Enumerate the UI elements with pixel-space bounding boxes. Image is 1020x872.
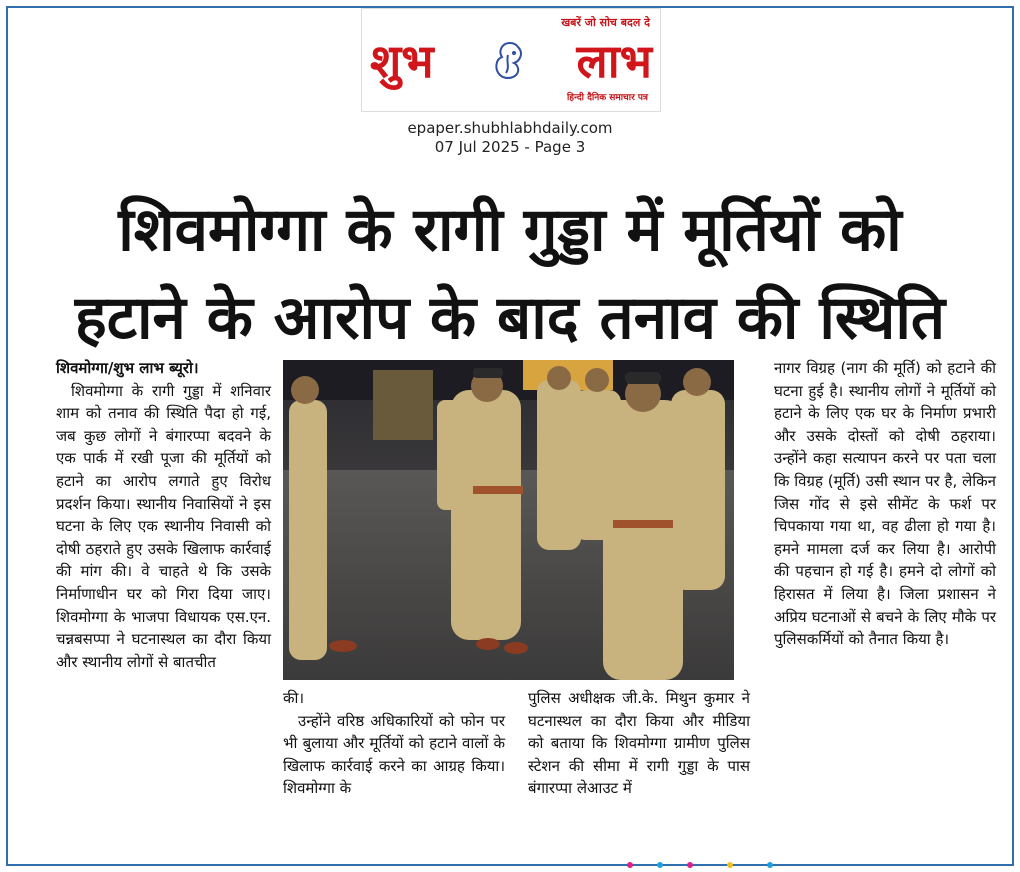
column-2-continuation: की। xyxy=(283,689,305,707)
column-1-text: शिवमोग्गा के रागी गुड्डा में शनिवार शाम को तनाव की स्थिति पैदा हो गई, जब कुछ लोगों ने बंगारप्पा बदवने के एक पार्क में रखी पूजा की मूर्तियों को हटाने का आरोप लगाते हुए विरोध प्रदर्शन किया। स्थानीय निवासियों ने इस घटना के लिए एक स्थानीय निवासी को दोषी ठहराते हुए उसके खिलाफ कार्रवाई की मांग की। वे चाहते थे कि उसके निर्माणाधीन घर को गिरा दिया जाए। शिवमोग्गा के भाजपा विधायक एस.एन. चन्नबसप्पा ने घटनास्थल का दौरा किया और स्थानीय लोगों से बातचीत xyxy=(56,381,271,671)
logo-word-left: शुभ xyxy=(370,34,434,88)
article-column-1 xyxy=(56,357,271,673)
masthead-logo xyxy=(361,8,661,112)
byline: शिवमोग्गा/शुभ लाभ ब्यूरो। xyxy=(56,359,199,377)
police-photo-illustration xyxy=(283,360,734,680)
masthead-tagline: खबरें जो सोच बदल दे xyxy=(561,16,650,29)
headline-line-2: हटाने के आरोप के बाद तनाव की स्थिति xyxy=(74,283,946,353)
ganesha-icon xyxy=(490,39,530,83)
article-column-4 xyxy=(774,357,996,651)
page-info: 07 Jul 2025 - Page 3 xyxy=(434,138,586,156)
headline-line-1: शिवमोग्गा के रागी गुड्डा में मूर्तियों को xyxy=(118,195,902,265)
news-photo xyxy=(283,360,734,680)
column-4-text: नागर विग्रह (नाग की मूर्ति) को हटाने की घटना हुई है। स्थानीय लोगों ने मूर्तियों को हटाने के लिए एक घर के निर्माण प्रभारी और उसके दोस्तों को दोषी ठहराया। उन्होंने कहा सत्यापन करने पर पता चला कि विग्रह (मूर्ति) उसी स्थान पर है, लेकिन जिस गोंद से इसे सीमेंट के फर्श पर चिपकाया गया था, वह ढीला हो गया है। हमने मामला दर्ज कर लिया है। आरोपी की पहचान हो गई है। हमने दो लोगों को हिरासत में लिया है। जिला प्रशासन ने अप्रिय घटनाओं से बचने के लिए मौके पर पुलिसकर्मियों को तैनात किया है। xyxy=(774,359,996,649)
article-column-3 xyxy=(528,687,750,800)
masthead-subtitle: हिन्दी दैनिक समाचार पत्र xyxy=(566,93,648,103)
source-url: epaper.shubhlabhdaily.com xyxy=(407,119,613,137)
logo-word-right: लाभ xyxy=(576,34,652,88)
color-dots-strip xyxy=(600,862,820,868)
column-2-text: उन्होंने वरिष्ठ अधिकारियों को फोन पर भी बुलाया और मूर्तियों को हटाने वालों के खिलाफ कार्रवाई करने का आग्रह किया। शिवमोग्गा के xyxy=(283,711,505,798)
column-3-text: पुलिस अधीक्षक जी.के. मिथुन कुमार ने घटनास्थल का दौरा किया और मीडिया को बताया कि शिवमोग्गा ग्रामीण पुलिस स्टेशन की सीमा में रागी गुड्डा के पास बंगारप्पा लेआउट में xyxy=(528,689,750,798)
article-column-2 xyxy=(283,687,505,800)
